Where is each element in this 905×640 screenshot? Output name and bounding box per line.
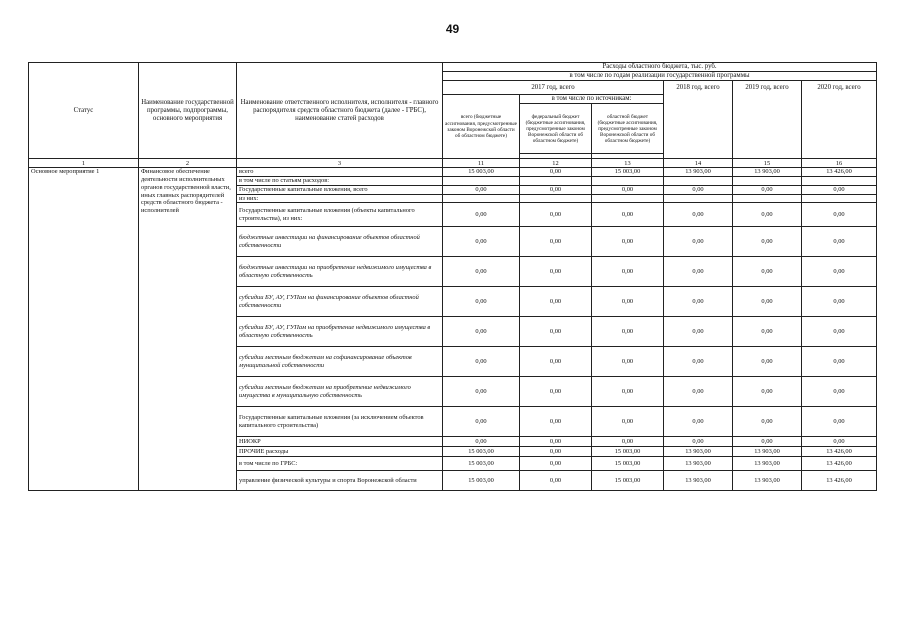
budget-table	[28, 62, 877, 491]
amount-cell: 0,00	[664, 185, 733, 194]
amount-cell: 0,00	[520, 317, 592, 347]
amount-cell	[520, 194, 592, 203]
column-index: 1	[29, 159, 139, 168]
expense-item-label: из них:	[237, 194, 443, 203]
amount-cell: 0,00	[592, 185, 664, 194]
amount-cell: 0,00	[520, 185, 592, 194]
amount-cell: 15 003,00	[443, 168, 520, 177]
amount-cell: 0,00	[443, 437, 520, 447]
expense-item-label: Государственные капитальные вложения (объекты капитального строительства), из них:	[237, 203, 443, 227]
header-year-2018: 2018 год, всего	[664, 81, 733, 159]
amount-cell: 0,00	[733, 287, 802, 317]
amount-cell: 0,00	[520, 227, 592, 257]
amount-cell: 0,00	[802, 317, 877, 347]
amount-cell: 15 003,00	[443, 471, 520, 491]
amount-cell: 0,00	[520, 168, 592, 177]
amount-cell: 0,00	[592, 317, 664, 347]
amount-cell	[592, 194, 664, 203]
amount-cell: 0,00	[520, 287, 592, 317]
amount-cell: 0,00	[733, 347, 802, 377]
header-federal-col: федеральный бюджет (бюджетные ассигнования, предусмотренные законом Воронежской области об областном бюджете)	[520, 104, 592, 154]
amount-cell: 13 903,00	[733, 168, 802, 177]
amount-cell: 0,00	[802, 377, 877, 407]
page-number: 49	[445, 22, 460, 36]
amount-cell: 0,00	[733, 203, 802, 227]
expense-item-label: Государственные капитальные вложения, всего	[237, 185, 443, 194]
header-year-2020: 2020 год, всего	[802, 81, 877, 159]
column-index: 15	[733, 159, 802, 168]
amount-cell: 0,00	[802, 287, 877, 317]
amount-cell: 0,00	[520, 203, 592, 227]
amount-cell: 13 426,00	[802, 457, 877, 471]
amount-cell: 0,00	[664, 257, 733, 287]
header-by-years: в том числе по годам реализации государственной программы	[443, 72, 877, 81]
header-regional-col: областной бюджет (бюджетные ассигнования, предусмотренные законом Воронежской области об областном бюджете)	[592, 104, 664, 154]
amount-cell: 0,00	[802, 185, 877, 194]
amount-cell: 0,00	[733, 317, 802, 347]
status-cell: Основное мероприятие 1	[29, 168, 139, 491]
amount-cell: 13 903,00	[664, 471, 733, 491]
amount-cell: 0,00	[664, 227, 733, 257]
column-index: 13	[592, 159, 664, 168]
amount-cell: 0,00	[520, 377, 592, 407]
amount-cell	[443, 177, 520, 186]
amount-cell: 0,00	[664, 347, 733, 377]
amount-cell: 0,00	[443, 203, 520, 227]
amount-cell: 0,00	[802, 437, 877, 447]
amount-cell: 0,00	[520, 437, 592, 447]
amount-cell: 13 903,00	[664, 447, 733, 457]
amount-cell	[443, 194, 520, 203]
expense-item-label: Государственные капитальные вложения (за исключением объектов капитального строительства)	[237, 407, 443, 437]
amount-cell: 0,00	[520, 471, 592, 491]
amount-cell: 0,00	[443, 347, 520, 377]
amount-cell: 0,00	[664, 287, 733, 317]
amount-cell: 0,00	[664, 317, 733, 347]
amount-cell: 0,00	[443, 257, 520, 287]
amount-cell: 0,00	[664, 437, 733, 447]
amount-cell: 0,00	[592, 377, 664, 407]
amount-cell: 13 903,00	[664, 457, 733, 471]
expense-item-label: в том числе по ГРБС:	[237, 457, 443, 471]
amount-cell: 0,00	[802, 203, 877, 227]
amount-cell: 13 903,00	[664, 168, 733, 177]
header-total-col: всего (бюджетные ассигнования, предусмотренные законом Воронежской области об областном бюджете)	[443, 95, 520, 159]
amount-cell: 13 903,00	[733, 471, 802, 491]
amount-cell: 0,00	[592, 407, 664, 437]
amount-cell: 13 426,00	[802, 471, 877, 491]
amount-cell: 0,00	[520, 407, 592, 437]
amount-cell: 0,00	[443, 185, 520, 194]
header-year-2019: 2019 год, всего	[733, 81, 802, 159]
amount-cell	[802, 194, 877, 203]
column-index-row	[29, 159, 877, 168]
column-index: 2	[139, 159, 237, 168]
amount-cell: 0,00	[443, 377, 520, 407]
amount-cell: 0,00	[592, 437, 664, 447]
expense-item-label: субсидии местным бюджетам на софинансирование объектов муниципальной собственности	[237, 347, 443, 377]
amount-cell: 15 003,00	[443, 447, 520, 457]
amount-cell: 0,00	[733, 407, 802, 437]
amount-cell: 0,00	[443, 407, 520, 437]
amount-cell: 0,00	[733, 437, 802, 447]
expense-item-label: субсидии местным бюджетам на приобретение недвижимого имущества в муниципальную собственность	[237, 377, 443, 407]
amount-cell	[664, 177, 733, 186]
column-index: 16	[802, 159, 877, 168]
amount-cell: 0,00	[443, 317, 520, 347]
amount-cell: 0,00	[802, 257, 877, 287]
amount-cell: 0,00	[733, 377, 802, 407]
amount-cell	[520, 177, 592, 186]
amount-cell: 0,00	[443, 227, 520, 257]
amount-cell: 0,00	[733, 185, 802, 194]
amount-cell	[733, 194, 802, 203]
expense-item-label: НИОКР	[237, 437, 443, 447]
amount-cell: 13 426,00	[802, 168, 877, 177]
header-by-sources: в том числе по источникам:	[520, 95, 664, 104]
amount-cell: 15 003,00	[592, 471, 664, 491]
amount-cell: 13 903,00	[733, 457, 802, 471]
header-year-2017: 2017 год, всего	[443, 81, 664, 95]
amount-cell: 15 003,00	[592, 457, 664, 471]
amount-cell	[733, 177, 802, 186]
header-program-name: Наименование государственной программы, подпрограммы, основного мероприятия	[139, 63, 237, 159]
header-expenses-title: Расходы областного бюджета, тыс. руб.	[443, 63, 877, 72]
expense-item-label: бюджетные инвестиции на финансирование объектов областной собственности	[237, 227, 443, 257]
column-index: 11	[443, 159, 520, 168]
expense-item-label: ПРОЧИЕ расходы	[237, 447, 443, 457]
amount-cell: 0,00	[592, 257, 664, 287]
amount-cell: 0,00	[733, 227, 802, 257]
program-cell: Финансовое обеспечение деятельности исполнительных органов государственной власти, иных главных распорядителей средств областного бюджета - исполнителей	[139, 168, 237, 491]
amount-cell	[802, 177, 877, 186]
amount-cell: 0,00	[664, 407, 733, 437]
expense-item-label: в том числе по статьям расходов:	[237, 177, 443, 186]
amount-cell: 0,00	[520, 257, 592, 287]
amount-cell: 13 903,00	[733, 447, 802, 457]
amount-cell	[592, 177, 664, 186]
amount-cell: 0,00	[592, 227, 664, 257]
amount-cell: 0,00	[733, 257, 802, 287]
amount-cell: 0,00	[592, 203, 664, 227]
amount-cell: 0,00	[592, 347, 664, 377]
expense-item-label: управление физической культуры и спорта Воронежской области	[237, 471, 443, 491]
column-index: 3	[237, 159, 443, 168]
amount-cell: 15 003,00	[443, 457, 520, 471]
amount-cell: 15 003,00	[592, 168, 664, 177]
expense-item-label: всего	[237, 168, 443, 177]
amount-cell: 0,00	[520, 347, 592, 377]
amount-cell: 0,00	[520, 457, 592, 471]
amount-cell	[664, 194, 733, 203]
amount-cell: 13 426,00	[802, 447, 877, 457]
column-index: 14	[664, 159, 733, 168]
amount-cell: 0,00	[664, 377, 733, 407]
table-row	[29, 168, 877, 177]
amount-cell: 0,00	[520, 447, 592, 457]
column-index: 12	[520, 159, 592, 168]
header-status: Статус	[29, 63, 139, 159]
amount-cell: 0,00	[802, 407, 877, 437]
amount-cell: 0,00	[592, 287, 664, 317]
header-executor-name: Наименование ответственного исполнителя, исполнителя - главного распорядителя средств областного бюджета (далее - ГРБС), наименование статей расходов	[237, 63, 443, 159]
expense-item-label: бюджетные инвестиции на приобретение недвижимого имущества в областную собственность	[237, 257, 443, 287]
expense-item-label: субсидии БУ, АУ, ГУПам на финансирование объектов областной собственности	[237, 287, 443, 317]
expense-item-label: субсидии БУ, АУ, ГУПам на приобретение недвижимого имущества в областную собственность	[237, 317, 443, 347]
amount-cell: 15 003,00	[592, 447, 664, 457]
amount-cell: 0,00	[802, 347, 877, 377]
amount-cell: 0,00	[443, 287, 520, 317]
amount-cell: 0,00	[802, 227, 877, 257]
amount-cell: 0,00	[664, 203, 733, 227]
